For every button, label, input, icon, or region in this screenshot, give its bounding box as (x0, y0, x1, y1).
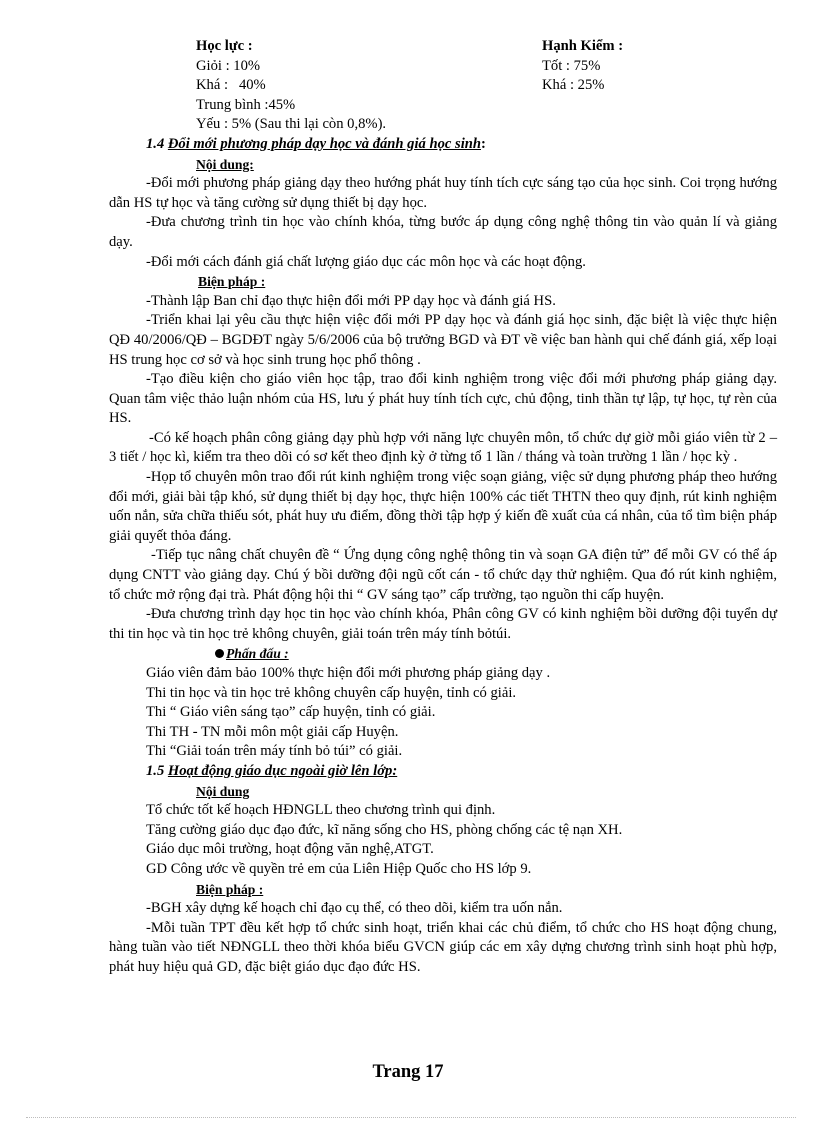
section-1-4-phan-dau-item: Thi “ Giáo viên sáng tạo” cấp huyện, tỉnh có giải. (146, 704, 436, 721)
section-1-5-noi-dung-item: Tăng cường giáo dục đạo đức, kĩ năng sống cho HS, phòng chống các tệ nạn XH. (146, 821, 623, 838)
section-1-5-number: 1.5 (146, 762, 168, 779)
hanh-kiem-kha: Khá : 25% (542, 77, 605, 94)
section-1-4-phan-dau-item: Thi tin học và tin học trẻ không chuyên cấp huyện, tỉnh có giải. (146, 684, 517, 701)
page-content (109, 37, 777, 978)
hoc-luc-title: Học lực : (196, 38, 253, 54)
section-1-4-noi-dung-label: Nội dung: (196, 156, 254, 172)
section-1-5-bien-phap-label: Biện pháp : (196, 881, 264, 897)
section-1-4-phan-dau-item: Giáo viên đảm bảo 100% thực hiện đổi mới phương pháp giảng dạy . (146, 665, 551, 681)
section-1-4-noi-dung-item: -Đổi mới phương pháp giảng dạy theo hướng phát huy tính tích cực sáng tạo của học sinh. Coi trọng hướng dẫn HS tự học và tăng cường sử dụng thiết bị dạy học. (109, 175, 777, 211)
hoc-luc-kha: Khá : 40% (196, 77, 266, 94)
section-1-4-title (109, 135, 777, 155)
section-1-4-colon: : (480, 135, 486, 152)
section-1-4-number: 1.4 (146, 135, 168, 152)
section-1-5-noi-dung-label: Nội dung (196, 783, 250, 799)
hoc-luc-trung-binh: Trung bình :45% (196, 96, 296, 113)
bullet-dot-icon (215, 649, 224, 658)
stats-block (109, 37, 777, 135)
section-1-4-bien-phap-label: Biện pháp : (198, 274, 266, 290)
section-1-4-noi-dung-item: -Đưa chương trình tin học vào chính khóa, từng bước áp dụng công nghệ thông tin vào quản lí và giảng dạy. (109, 214, 777, 250)
hoc-luc-yeu: Yếu : 5% (Sau thi lại còn 0,8%). (196, 116, 387, 133)
section-1-5-bien-phap-item: -Mỗi tuần TPT đều kết hợp tổ chức sinh hoạt, triển khai các chủ điểm, tổ chức cho HS hoạt động chung, hàng tuần vào tiết NĐNGLL theo thời khóa biểu GVCN giúp các em xây dựng chương trình sinh hoạt phù hợp, phát huy hiệu quả GD, đặc biệt giáo dục đạo đức HS. (109, 919, 777, 975)
section-1-5-noi-dung-item: GD Công ước về quyền trẻ em của Liên Hiệp Quốc cho HS lớp 9. (146, 860, 532, 877)
page-number: Trang 17 (372, 1062, 444, 1082)
section-1-4-bien-phap-item: -Đưa chương trình dạy học tin học vào chính khóa, Phân công GV có kinh nghiệm bồi dưỡng đội tuyển dự thi tin học và tin học trẻ không chuyên, giải toán trên máy tính bỏtúi. (109, 606, 777, 642)
section-1-4-heading: Đổi mới phương pháp dạy học và đánh giá học sinh (167, 135, 481, 152)
section-1-4-bien-phap-item: -Thành lập Ban chỉ đạo thực hiện đổi mới PP dạy học và đánh giá HS. (146, 292, 556, 309)
hanh-kiem-tot: Tốt : 75% (542, 57, 601, 74)
section-1-5-heading: Hoạt động giáo dục ngoài giờ lên lớp: (167, 762, 398, 779)
section-1-4-bien-phap-item: -Có kế hoạch phân công giảng dạy phù hợp với năng lực chuyên môn, tổ chức dự giờ mỗi giáo viên từ 2 – 3 tiết / học kì, kiểm tra theo dõi có sơ kết theo định kỳ ở từng tổ 1 lần / tháng và toàn trường 1 lần / học kỳ . (109, 429, 777, 466)
section-1-5-noi-dung-item: Giáo dục môi trường, hoạt động văn nghệ,ATGT. (146, 841, 434, 858)
footer-divider (26, 1117, 796, 1118)
section-1-5-title (109, 762, 777, 782)
section-1-4-phan-dau-label: Phấn đấu : (109, 644, 777, 664)
section-1-4-noi-dung-item: -Đổi mới cách đánh giá chất lượng giáo dục các môn học và các hoạt động. (146, 253, 586, 270)
hanh-kiem-title: Hạnh Kiểm : (542, 38, 624, 54)
section-1-4-bien-phap-item: -Họp tổ chuyên môn trao đổi rút kinh nghiệm trong việc soạn giảng, việc sử dụng phương pháp theo hướng đổi mới, giải bài tập khó, sử dụng thiết bị dạy học, thực hiện 100% các tiết THTN theo quy định, rút kinh nghiệm uốn nắn, sửa chữa thiếu sót, phát huy ưu điểm, đồng thời tập hợp ý kiến đề xuất của cá nhân, của tổ tìm biện pháp giải quyết thỏa đáng. (109, 469, 777, 544)
section-1-5-noi-dung-item: Tổ chức tốt kế hoạch HĐNGLL theo chương trình qui định. (146, 802, 496, 819)
section-1-4-bien-phap-item: -Tạo điều kiện cho giáo viên học tập, trao đổi kinh nghiệm trong việc đổi mới phương pháp giảng dạy. Quan tâm việc thảo luận nhóm của HS, lưu ý phát huy tính tích cực, chủ động, tinh thần tự lập, tự học, tự rèn của HS. (109, 371, 777, 427)
section-1-5-bien-phap-item: -BGH xây dựng kế hoạch chỉ đạo cụ thể, có theo dõi, kiểm tra uốn nắn. (146, 900, 563, 917)
section-1-4-phan-dau-item: Thi TH - TN mỗi môn một giải cấp Huyện. (146, 723, 399, 740)
section-1-4-bien-phap-item: -Triển khai lại yêu cầu thực hiện việc đổi mới PP dạy học và đánh giá học sinh, đặc biệt là việc thực hiện QĐ 40/2006/QĐ – BGDĐT ngày 5/6/2006 của bộ trưởng BGD và ĐT về việc ban hành qui chế đánh giá, xếp loại HS trung học cơ sở và học sinh trung học phổ thông . (109, 312, 777, 368)
section-1-4-phan-dau-item: Thi “Giải toán trên máy tính bỏ túi” có giải. (146, 743, 403, 760)
section-1-4-bien-phap-item: -Tiếp tục nâng chất chuyên đề “ Ứng dụng công nghệ thông tin và soạn GA điện tử” để mỗi GV có thể áp dụng CNTT vào giảng dạy. Chú ý bồi dưỡng đội ngũ cốt cán - tổ chức dạy thử nghiệm. Qua đó rút kinh nghiệm, tổ chức mở rộng đại trà. Phát động hội thi “ GV sáng tạo” cấp trường, tạo nguồn thi cấp huyện. (109, 547, 777, 603)
hoc-luc-gioi: Giỏi : 10% (196, 57, 261, 74)
